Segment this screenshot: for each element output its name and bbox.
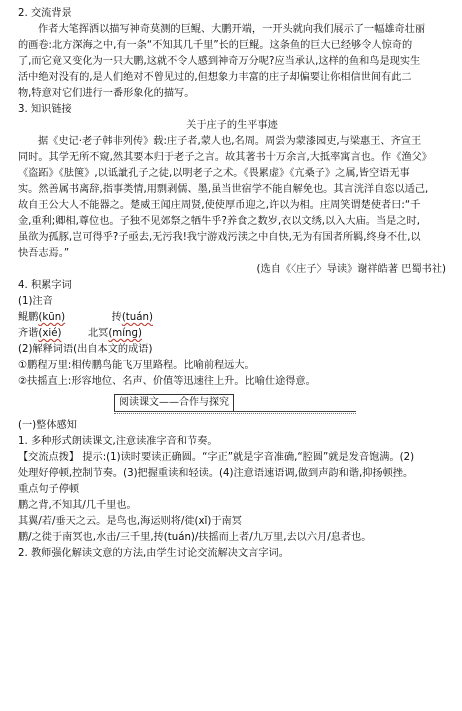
pause-title: 重点句子停顿 bbox=[18, 484, 80, 495]
section-divider bbox=[18, 392, 446, 414]
paragraph-line: 同时。其学无所不窥,然其要本归于老子之言。故其著书十万余言,大抵率寓言也。作《渔父》 bbox=[18, 152, 432, 163]
idiom-line: ②扶摇直上:形容地位、名声、价值等迅速往上升。比喻仕途得意。 bbox=[18, 376, 316, 387]
pause-sentence: 其翼/若/垂天之云。是鸟也,海运则将/徙(xǐ)于南冥 bbox=[18, 516, 242, 527]
paragraph-line: 作者大笔挥洒以描写神奇莫测的巨鲲、大鹏开端，一开头就向我们展示了一幅雄奇壮丽 bbox=[38, 24, 426, 35]
paragraph-line: 了,而它竟又变化为一只大鹏,这就不令人感到神奇万分呢?应当承认,这样的鱼和鸟是现实生 bbox=[18, 56, 421, 67]
section-title-overview: (一)整体感知 bbox=[18, 420, 77, 431]
paragraph-line: 虽欲为孤豚,岂可得乎?子亟去,无污我!我宁游戏污渎之中自快,无为有国者所羁,终身不仕,以 bbox=[18, 232, 421, 243]
section-title-vocab: 4. 积累字词 bbox=[18, 280, 72, 291]
divider-label: 阅读课文——合作与探究 bbox=[114, 394, 234, 412]
pron-pinyin: (kūn) bbox=[38, 312, 66, 323]
paragraph-line: 活中绝对没有的,是人们绝对不曾见过的,但想象力丰富的庄子却偏要让你相信世间有此二 bbox=[18, 72, 412, 83]
paragraph-line: 《盗跖》《胠箧》,以诋訿孔子之徒,以明老子之术。《畏累虚》《亢桑子》之属,皆空语无事 bbox=[18, 168, 410, 179]
pronunciation-title: (1)注音 bbox=[18, 296, 53, 307]
task-item: 1. 多种形式朗读课文,注意读准字音和节奏。 bbox=[18, 436, 218, 447]
divider-rule bbox=[114, 411, 356, 412]
paragraph-line: 物,特意对它们进行一番形象化的描写。 bbox=[18, 88, 195, 99]
pron-pinyin: (xié) bbox=[38, 328, 62, 339]
section-title-background: 2. 交流背景 bbox=[18, 8, 72, 19]
paragraph-line: 据《史记·老子韩非列传》载:庄子者,蒙人也,名周。周尝为蒙漆园吏,与梁惠王、齐宣王 bbox=[38, 136, 422, 147]
task-item: 2. 教师强化解读文意的方法,由学生讨论交流解决文言字词。 bbox=[18, 548, 289, 559]
pron-word: 鲲鹏 bbox=[18, 312, 39, 323]
pronunciation-row bbox=[18, 310, 446, 326]
pron-word: 齐谐 bbox=[18, 328, 39, 339]
pron-pinyin: (mínɡ) bbox=[108, 328, 142, 339]
paragraph-line: 快吾志焉。” bbox=[18, 248, 70, 259]
pronunciation-row bbox=[18, 326, 446, 342]
paragraph-line: 的画卷:北方深海之中,有一条“不知其几千里”长的巨鲲。这条鱼的巨大已经够令人惊奇的 bbox=[18, 40, 413, 51]
pron-word: 北冥 bbox=[87, 328, 109, 339]
divider-dotted-rule bbox=[114, 413, 356, 414]
paragraph-line: 实。然善属书离辞,指事类情,用剽剥儒、墨,虽当世宿学不能自解免也。其言洸洋自恣以适己, bbox=[18, 184, 429, 195]
pron-pinyin: (tuán) bbox=[121, 312, 153, 323]
source-citation: (选自《〈庄子〉导读》谢祥皓著 巴蜀书社) bbox=[256, 264, 446, 275]
paragraph-line: 故自王公大人不能器之。楚威王闻庄周贤,使使厚币迎之,许以为相。庄周笑谓楚使者曰:“千 bbox=[18, 200, 421, 211]
idiom-title: (2)解释词语(出自本文的成语) bbox=[18, 344, 153, 355]
tip-line: 【交流点拨】 提示:(1)读时要读正确圆。“字正”就是字音准确,“腔圆”就是发音饱满。(2) bbox=[18, 452, 415, 463]
idiom-line: ①鹏程万里:相传鹏鸟能飞万里路程。比喻前程远大。 bbox=[18, 360, 255, 371]
document-page bbox=[18, 6, 446, 562]
subtitle: 关于庄子的生平事迹 bbox=[186, 120, 278, 131]
paragraph-line: 金,重利;卿相,尊位也。子独不见郊祭之牺牛乎?养食之数岁,衣以文绣,以入大庙。当是之时, bbox=[18, 216, 420, 227]
pause-sentence: 鹏/之徙于南冥也,水击/三千里,抟(tuán)/扶摇而上者/九万里,去以六月/息者也。 bbox=[18, 532, 372, 543]
pause-sentence: 鹏之背,不知其/几千里也。 bbox=[18, 500, 137, 511]
tip-line: 处理好停顿,控制节奏。(3)把握重读和轻读。(4)注意语速语调,做到声韵和谐,抑扬顿挫。 bbox=[18, 468, 414, 479]
pron-word: 抟 bbox=[111, 312, 122, 323]
section-title-knowledge: 3. 知识链接 bbox=[18, 104, 72, 115]
